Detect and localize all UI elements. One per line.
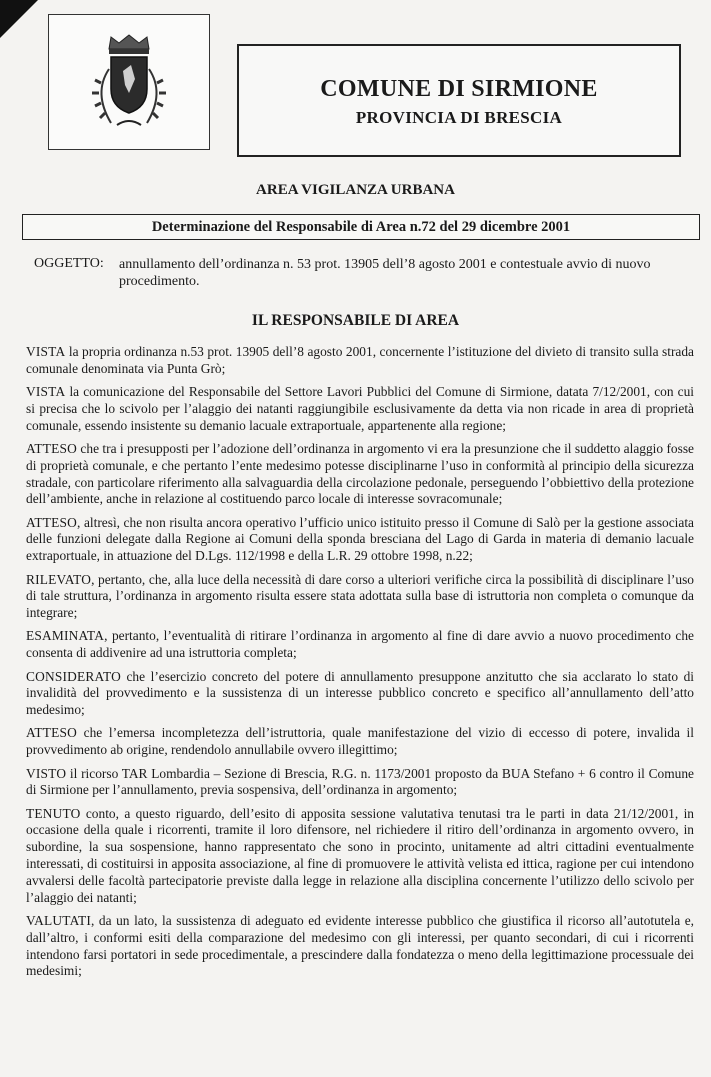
area-title: AREA VIGILANZA URBANA — [256, 182, 455, 198]
paragraph-keyword: ATTESO — [26, 440, 78, 456]
header-box — [237, 44, 681, 157]
paragraph — [26, 913, 694, 980]
paragraph — [26, 384, 694, 434]
paragraph-keyword: ESAMINATA — [26, 628, 105, 644]
paragraph — [26, 441, 694, 508]
paragraph — [26, 766, 694, 800]
paragraph-text: , pertanto, l’eventualità di ritirare l’ordinanza in argomento al fine di dare avvio a nuovo procedimento che consenta di addivenire ad una istruttoria completa; — [26, 628, 694, 661]
paragraph — [26, 806, 694, 907]
paragraph-keyword: TENUTO — [26, 805, 81, 821]
paragraph — [26, 725, 694, 759]
municipality-title: COMUNE DI SIRMIONE — [320, 76, 598, 102]
paragraph-keyword: CONSIDERATO — [26, 668, 121, 684]
paragraph-text: la comunicazione del Responsabile del Settore Lavori Pubblici del Comune di Sirmione, datata 7/12/2001, con cui si precisa che lo scivolo per l’alaggio dei natanti raggiungibile esclusivamente da detta via non ricade in area di proprietà comunale, essendo insistente su demanio lacuale extraportuale, appartenente alla regione; — [26, 384, 694, 433]
paragraph-keyword: ATTESO — [26, 514, 78, 530]
paragraph-text: , da un lato, la sussistenza di adeguato ed evidente interesse pubblico che giustifica il ricorso all’autotutela e, dall’altro, i conformi esiti della comparazione del medesimo con gli interessi, per quanto secondari, di cui i ricorrenti intendono farsi portatori in sede procedimentale, a prescindere dalla fondatezza o meno della legittimazione processuale dei medesimi; — [26, 912, 694, 979]
coat-of-arms-icon — [87, 33, 171, 137]
paragraph-keyword: VISTA — [26, 344, 66, 359]
oggetto-label: OGGETTO: — [34, 256, 104, 271]
paragraph-keyword: VISTA — [26, 384, 66, 400]
paragraph-text: , altresì, che non risulta ancora operativo l’ufficio unico istituito presso il Comune di Salò per la gestione associata delle funzioni delegate dalla Regione ai Comuni della sponda bresciana del Lago di Garda in materia di demanio lacuale extraportuale, in attuazione del D.Lgs. 112/1998 e della L.R. 29 ottobre 1998, n.22; — [26, 514, 694, 564]
paragraph — [26, 572, 694, 622]
scan-corner-shadow — [0, 0, 38, 38]
responsabile-title: IL RESPONSABILE DI AREA — [251, 312, 460, 329]
paragraph-keyword: RILEVATO — [26, 571, 92, 587]
paragraph — [26, 344, 694, 378]
paragraph-keyword: VISTO — [26, 765, 67, 781]
paragraph-text: che l’esercizio concreto del potere di annullamento presuppone anzitutto che sia acclarato lo stato di invalidità del provvedimento e la sussistenza di un interesse pubblico concreto e specifico all’annullamento dell’atto medesimo; — [26, 668, 694, 718]
paragraph — [26, 669, 694, 719]
paragraph-keyword: ATTESO — [26, 725, 78, 741]
paragraph-keyword: VALUTATI — [26, 912, 91, 928]
paragraph-text: la propria ordinanza n.53 prot. 13905 dell’8 agosto 2001, concernente l’istituzione del divieto di transito sulla strada comunale denominata via Punta Grò; — [26, 344, 694, 376]
paragraph-text: conto, a questo riguardo, dell’esito di apposita sessione valutativa tenutasi tra le parti in data 21/12/2001, in occasione della quale i ricorrenti, tramite il loro difensore, nel richiedere il ritiro dell’ordinanza in argomento ovvero, in subordine, la sua sospensione, hanno rappresentato che sono in procinto, unitamente ad altri cittadini eventualmente interessati, di costituirsi in apposita associazione, al fine di promuovere le attività velista ed ittica, ragione per cui intendono avvalersi delle facoltà partecipatorie previste dalla legge in relazione alla disciplina concernente l’utilizzo dello scivolo per l’alaggio dei natanti; — [26, 805, 694, 905]
paragraph — [26, 515, 694, 565]
oggetto-text: annullamento dell’ordinanza n. 53 prot. 13905 dell’8 agosto 2001 e contestuale avvio di nuovo procedimento. — [119, 257, 651, 289]
paragraph-text: che tra i presupposti per l’adozione dell’ordinanza in argomento vi era la presunzione che il suddetto alaggio fosse di proprietà comunale, e che pertanto l’ente medesimo potesse disciplinarne l’uso in conformità al principio della sicurezza stradale, con particolare riferimento alla salvaguardia della circolazione pedonale, perseguendo l’obbiettivo della protezione dell’ambiente, anche in relazione al costituendo parco locale di interesse sovracomunale; — [26, 440, 694, 507]
paragraph-text: il ricorso TAR Lombardia – Sezione di Brescia, R.G. n. 1173/2001 proposto da BUA Stefano + 6 contro il Comune di Sirmione per l’annullamento, previa sospensiva, dell’ordinanza in argomento; — [26, 765, 694, 798]
paragraph — [26, 628, 694, 662]
paragraph-text: , pertanto, che, alla luce della necessità di dare corso a ulteriori verifiche circa la possibilità di disciplinare l’uso di tale struttura, l’ordinanza in argomento risulta essere stata adottata sulla base di istruttoria non completa o comunque da integrare; — [26, 571, 694, 621]
body-paragraphs — [26, 344, 694, 987]
determination-box: Determinazione del Responsabile di Area n.72 del 29 dicembre 2001 — [22, 214, 700, 240]
coat-of-arms-frame — [48, 14, 210, 150]
paragraph-text: che l’emersa incompletezza dell’istruttoria, quale manifestazione del vizio di eccesso di potere, invalida il provvedimento ab origine, rendendolo annullabile ovvero illegittimo; — [26, 725, 694, 758]
province-subtitle: PROVINCIA DI BRESCIA — [355, 108, 563, 127]
